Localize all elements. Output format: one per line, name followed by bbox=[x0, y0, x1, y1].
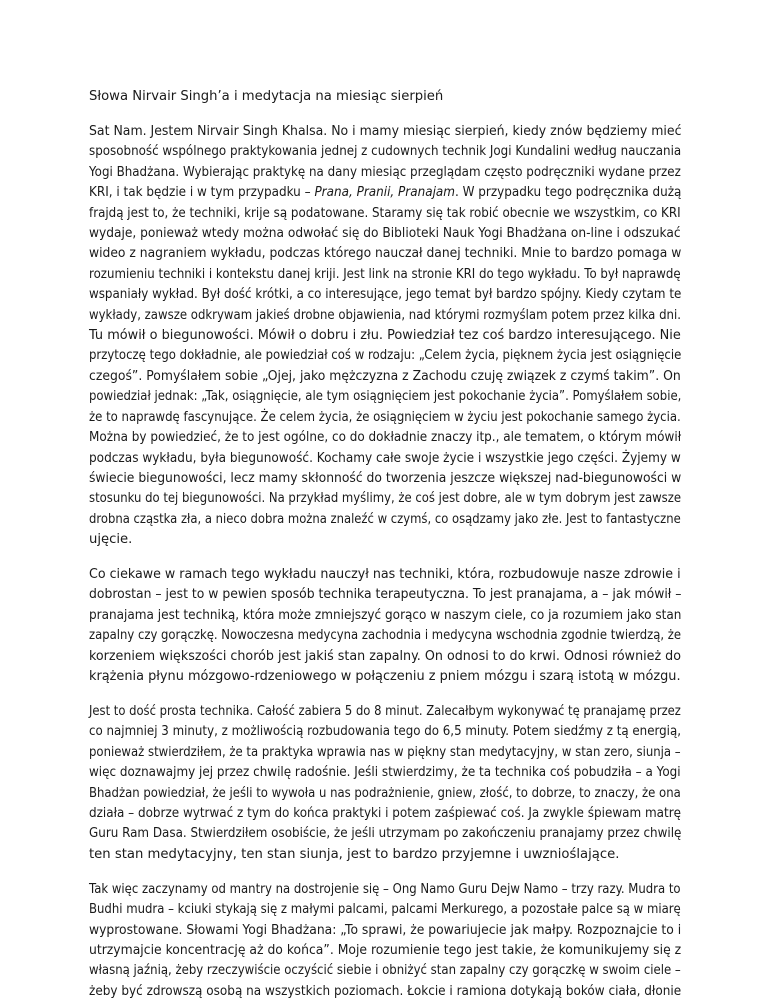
text-line: wideo z nagraniem wykładu, podczas którego nauczał danej techniki. Mnie to bardzo pomaga w bbox=[89, 246, 682, 262]
text-line: Budhi mudra – kciuki stykają się z małymi palcami, palcami Merkurego, a pozostałe palce są w miarę bbox=[89, 902, 681, 918]
text-line: czegoś”. Pomyślałem sobie „Ojej, jako mężczyzna z Zachodu czuję związek z czymś takim”. On bbox=[89, 368, 681, 384]
text-line: korzeniem większości chorób jest jakiś stan zapalny. On odnosi to do krwi. Odnosi również do bbox=[89, 648, 681, 664]
book-title: Prana, Pranii, Pranajam bbox=[314, 185, 455, 201]
text-line: rozumieniu techniki i kontekstu danej kriji. Jest link na stronie KRI do tego wykładu. To był naprawdę bbox=[89, 266, 681, 282]
paragraph bbox=[89, 702, 689, 865]
text-line: frajdą jest to, że techniki, krije są podatowane. Staramy się tak robić obecnie we wszystkim, co KRI bbox=[89, 205, 681, 221]
text-line: Można by powiedzieć, że to jest ogólne, co do dokładnie znaczy itp., ale tematem, o którym mówił bbox=[89, 430, 682, 446]
document-page bbox=[89, 87, 689, 1002]
paragraph bbox=[89, 880, 689, 1002]
text-line: świecie biegunowości, lecz mamy skłonność do tworzenia jeszcze większej nad-biegunowości w bbox=[89, 470, 682, 486]
text-line: wydaje, ponieważ wtedy można odwołać się do Biblioteki Nauk Yogi Bhadżana on-line i odszukać bbox=[89, 226, 681, 242]
text-line: zapalny czy gorączkę. Nowoczesna medycyna zachodnia i medycyna wschodnia zgodnie twierdzą, że bbox=[89, 628, 682, 644]
text-line: wspaniały wykład. Był dość krótki, a co interesujące, jego temat był bardzo spójny. Kiedy czytam te bbox=[89, 287, 682, 303]
text-line: drobna cząstka zła, a nieco dobra można znaleźć w czymś, co osądzamy jako złe. Jest to fantastyczne bbox=[89, 511, 681, 527]
text-line: sposobność wspólnego praktykowania jednej z cudownych technik Jogi Kundalini według nauczania bbox=[89, 144, 682, 160]
paragraph bbox=[89, 122, 689, 551]
text-line: więc doznawajmy jej przez chwilę radośnie. Jeśli stwierdzimy, że ta technika coś pobudziła – a Yogi bbox=[89, 765, 681, 781]
text-line: Tak więc zaczynamy od mantry na dostrojenie się – Ong Namo Guru Dejw Namo – trzy razy. Mudra to bbox=[89, 881, 681, 897]
text-line: podczas wykładu, była biegunowość. Kochamy całe swoje życie i wszystkie jego części. Żyjemy w bbox=[89, 450, 681, 466]
text-line: własną jaźnią, żeby rzeczywiście oczyścić siebie i obniżyć stan zapalny czy gorączkę w swoim ciele – bbox=[89, 963, 681, 979]
text-line: wyprostowane. Słowami Yogi Bhadżana: „To sprawi, że powariujecie jak małpy. Rozpoznajcie to i bbox=[89, 922, 682, 938]
text-line: żeby być zdrowszą osobą na wszystkich poziomach. Łokcie i ramiona dotykają boków ciała, dłonie bbox=[89, 983, 682, 999]
text-line: Sat Nam. Jestem Nirvair Singh Khalsa. No i mamy miesiąc sierpień, kiedy znów będziemy mieć bbox=[89, 124, 682, 139]
text-line: ten stan medytacyjny, ten stan siunja, jest to bardzo przyjemne i uwznioślające. bbox=[89, 846, 620, 862]
document-title: Słowa Nirvair Singh’a i medytacja na miesiąc sierpień bbox=[89, 89, 444, 104]
text-line: Tu mówił o biegunowości. Mówił o dobru i złu. Powiedział tez coś bardzo interesującego. Nie bbox=[89, 328, 681, 344]
text-line: Jest to dość prosta technika. Całość zabiera 5 do 8 minut. Zalecałbym wykonywać tę pranajamę przez bbox=[89, 703, 681, 719]
text-line: co najmniej 3 minuty, z możliwością rozbudowania tego do 6,5 minuty. Potem siedźmy z tą energią, bbox=[89, 724, 681, 740]
text-line: że to naprawdę fascynujące. Że celem życia, że osiągnięciem w życiu jest pokochanie samego życia. bbox=[89, 409, 681, 425]
text-line: działa – dobrze wytrwać z tym do końca praktyki i potem zaśpiewać coś. Ja zwykle śpiewam matrę bbox=[89, 806, 682, 821]
text-line: ujęcie. bbox=[89, 532, 133, 548]
text-line: utrzymajcie koncentrację aż do końca”. Moje rozumienie tego jest takie, że komunikujemy się z bbox=[89, 942, 682, 958]
text-line: przytoczę tego dokładnie, ale powiedział coś w rodzaju: „Celem życia, pięknem życia jest osiągnięcie bbox=[89, 348, 682, 364]
document-body bbox=[89, 122, 689, 1002]
text-line: Yogi Bhadżana. Wybierając praktykę na dany miesiąc przeglądam często podręczniki wydane przez bbox=[89, 164, 681, 180]
text-line: pranajama jest techniką, która może zmniejszyć gorąco w naszym ciele, co ja rozumiem jako stan bbox=[89, 607, 682, 623]
text-line: krążenia płynu mózgowo-rdzeniowego w połączeniu z pniem mózgu i szarą istotą w mózgu. bbox=[89, 669, 681, 685]
text-line: dobrostan – jest to w pewien sposób technika terapeutyczna. To jest pranajama, a – jak mówił – bbox=[89, 587, 682, 603]
paragraph bbox=[89, 565, 689, 687]
text-line: KRI, i tak będzie i w tym przypadku – Prana, Pranii, Pranajam. W przypadku tego podręcznika dużą bbox=[89, 185, 682, 201]
text-line: Guru Ram Dasa. Stwierdziłem osobiście, że jeśli utrzymam po zakończeniu pranajamy przez chwilę bbox=[89, 826, 682, 842]
text-line: wykłady, zawsze odkrywam jakieś drobne objawienia, nad którymi rozmyślam potem przez kilka dni. bbox=[89, 307, 681, 323]
text-line: ponieważ stwierdziłem, że ta praktyka wprawia nas w piękny stan medytacyjny, w stan zero, siunja – bbox=[89, 744, 681, 760]
text-line: Bhadżan powiedział, że jeśli to wywoła u nas podrażnienie, gniew, złość, to dobrze, to znaczy, że ona bbox=[89, 785, 681, 801]
text-line: stosunku do tej biegunowości. Na przykład myślimy, że coś jest dobre, ale w tym dobrym jest zawsze bbox=[89, 491, 682, 507]
text-line: Co ciekawe w ramach tego wykładu nauczył nas techniki, która, rozbudowuje nasze zdrowie i bbox=[89, 567, 681, 583]
text-line: powiedział jednak: „Tak, osiągnięcie, ale tym osiągnięciem jest pokochanie życia”. Pomyślałem sobie, bbox=[89, 389, 682, 405]
